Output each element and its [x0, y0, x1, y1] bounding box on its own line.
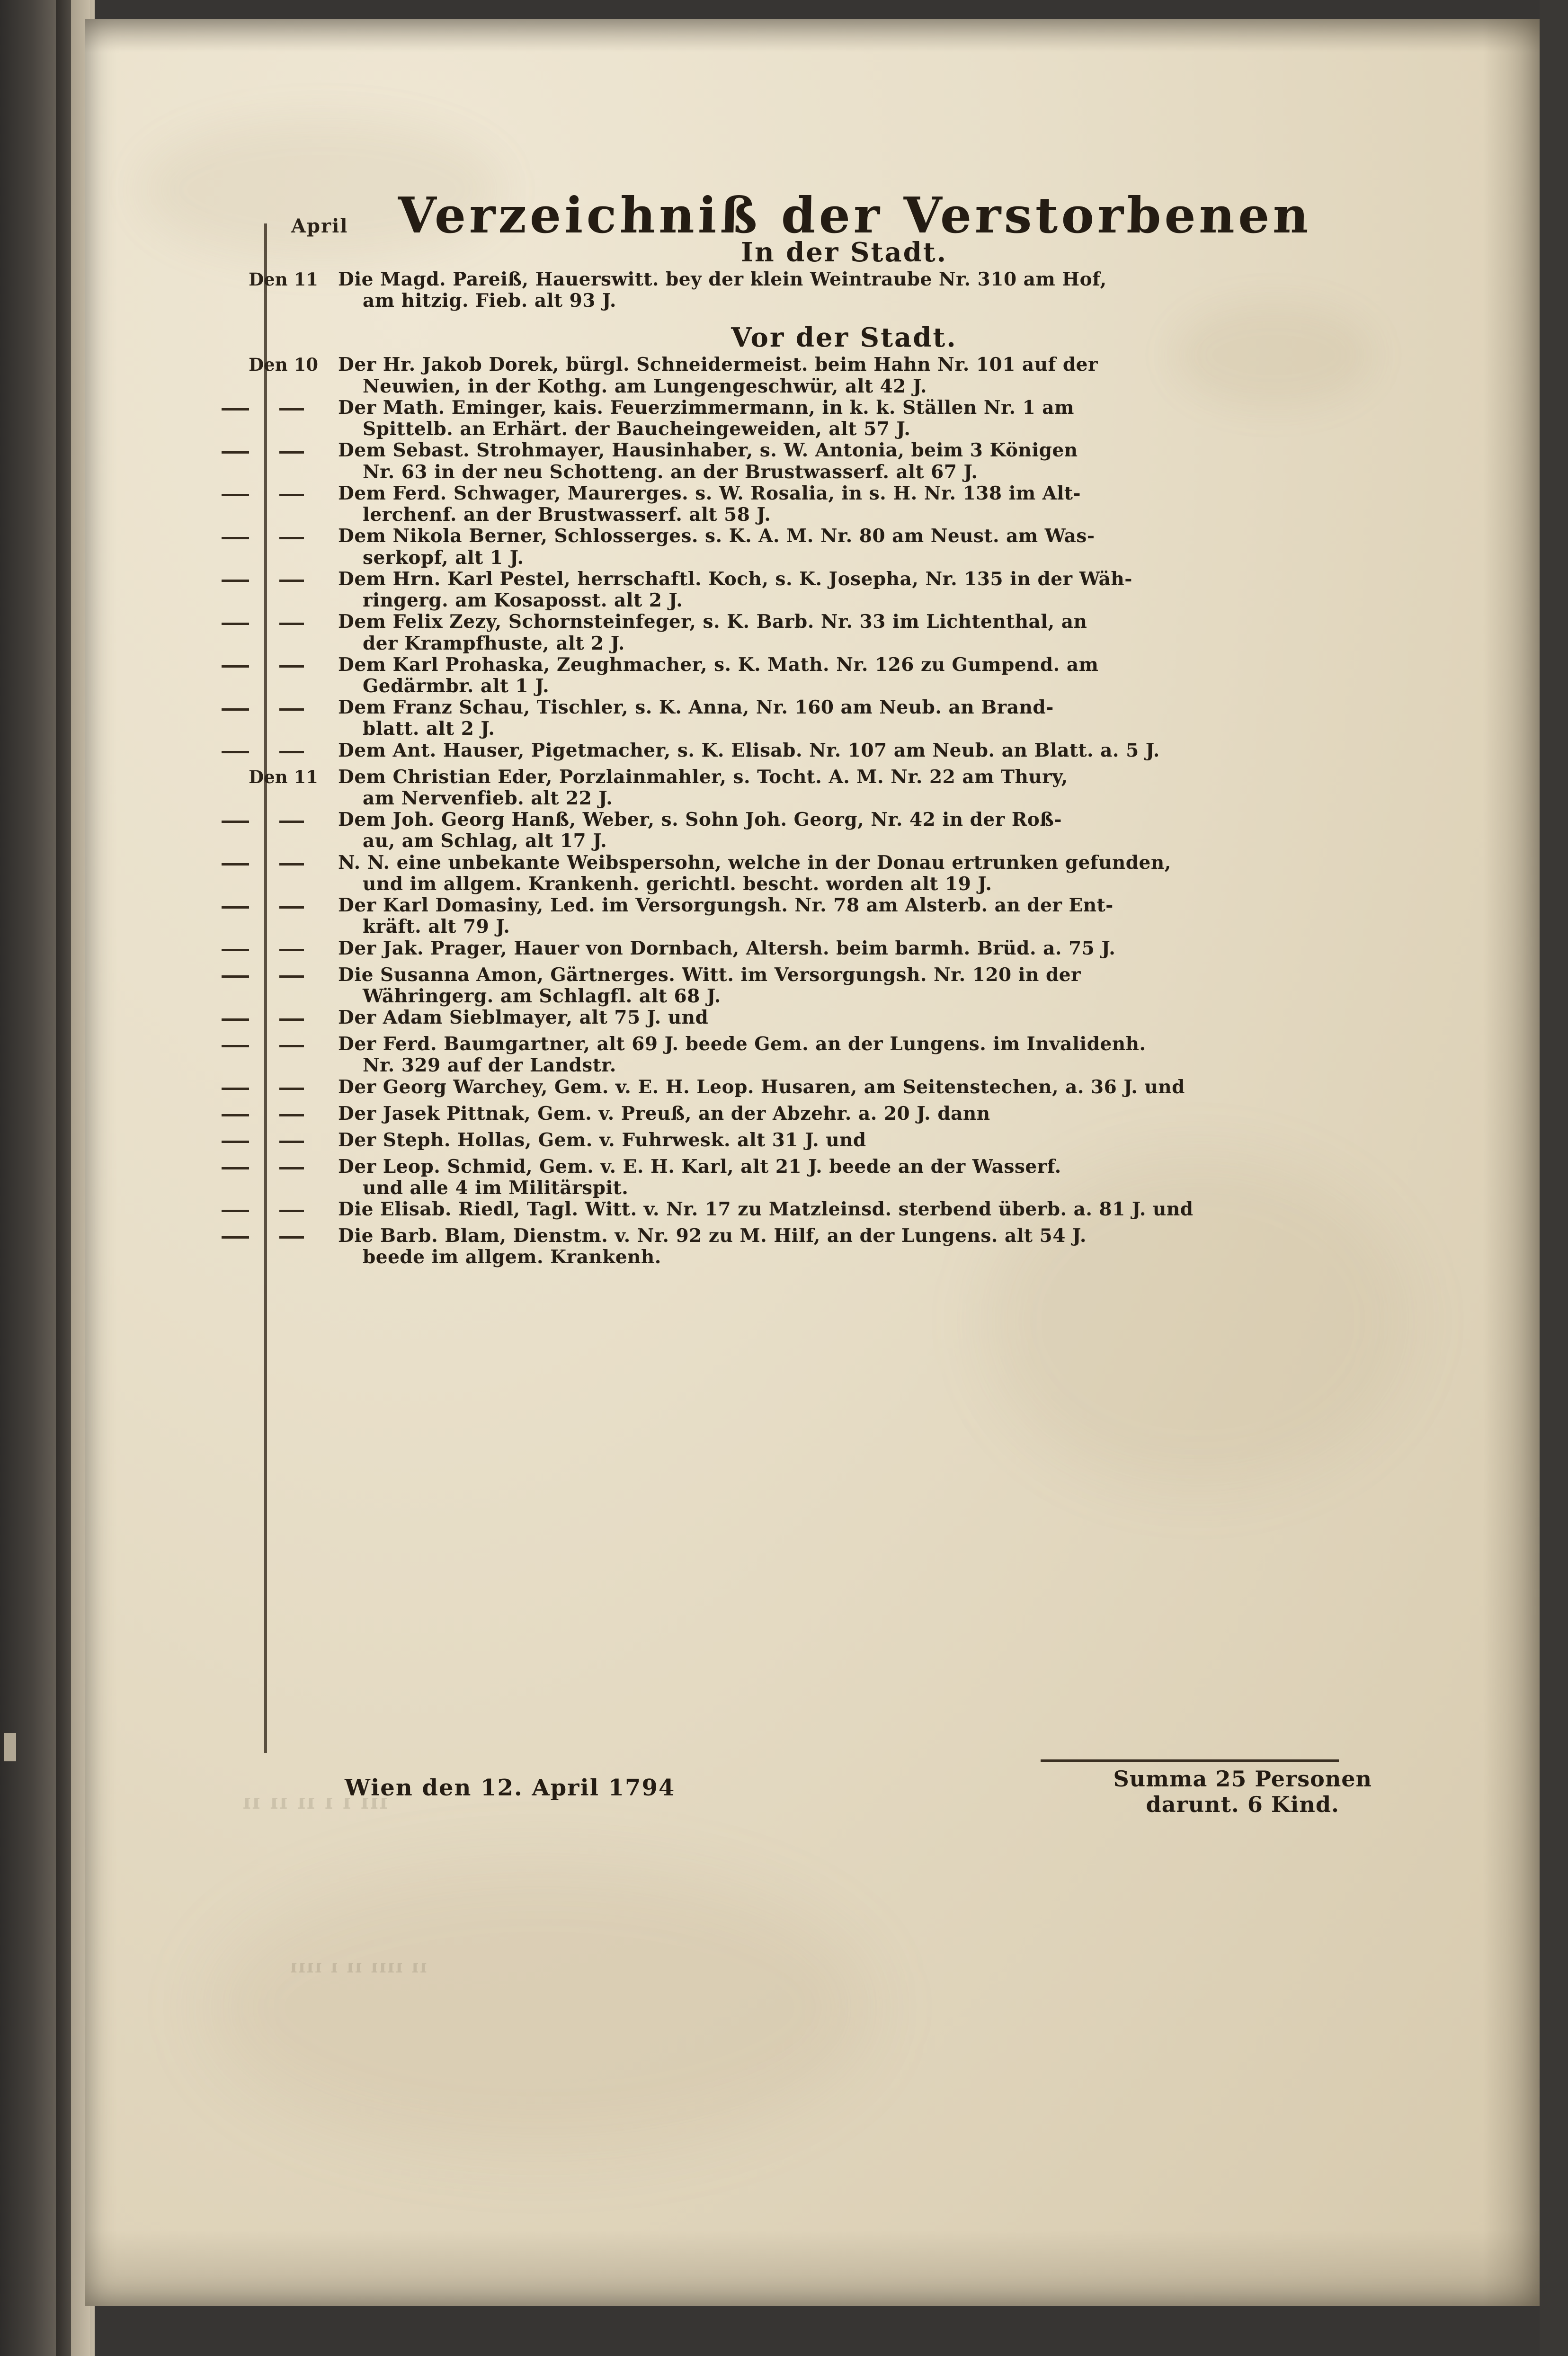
entry-line: Neuwien, in der Kothg. am Lungengeschwür, alt 42 J. [363, 375, 927, 397]
entry-date-ditto [208, 397, 326, 419]
entry-line: Dem Ferd. Schwager, Maurerges. s. W. Rosalia, in s. H. Nr. 138 im Alt- [338, 482, 1081, 504]
footer-summary [1114, 1766, 1372, 1818]
entry-date-ditto [208, 611, 326, 633]
entry-row [269, 654, 1419, 697]
entry-text [338, 964, 1419, 1007]
entry-text [338, 397, 1419, 440]
showthrough-ghost-text: ıı ıııı ıı ı ıııı [289, 1955, 427, 1977]
entry-line: Der Jak. Prager, Hauer von Dornbach, Altersh. beim barmh. Brüd. a. 75 J. [338, 937, 1116, 959]
document-page [85, 19, 1540, 2306]
entry-row [269, 569, 1419, 611]
entry-text [338, 740, 1419, 761]
page-right-shading [1483, 19, 1540, 2306]
entry-row [269, 1077, 1419, 1103]
entry-text [338, 1130, 1419, 1151]
entry-line: der Krampfhuste, alt 2 J. [363, 632, 625, 654]
entry-date-ditto [208, 526, 326, 547]
entry-row [249, 268, 1419, 312]
entry-line: Dem Sebast. Strohmayer, Hausinhaber, s. W. Antonia, beim 3 Königen [338, 439, 1078, 462]
entry-date: Den 10 [249, 354, 318, 375]
entry-row [269, 1199, 1419, 1225]
paper-stain [208, 1865, 871, 2150]
entry-text [338, 809, 1419, 852]
entry-row [269, 611, 1419, 654]
entry-text [338, 269, 1419, 312]
entry-line: Dem Christian Eder, Porzlainmahler, s. Tocht. A. M. Nr. 22 am Thury, [338, 766, 1068, 788]
entry-row [269, 397, 1419, 440]
entry-line: Dem Felix Zezy, Schornsteinfeger, s. K. Barb. Nr. 33 im Lichtenthal, an [338, 611, 1087, 633]
entry-date-ditto [208, 697, 326, 719]
entry-row [269, 938, 1419, 964]
entry-line: au, am Schlag, alt 17 J. [363, 830, 607, 852]
entry-text [338, 895, 1419, 937]
entries-column [249, 235, 1419, 1268]
entry-line: kräft. alt 79 J. [363, 916, 510, 938]
entry-date-ditto [208, 1034, 326, 1055]
entry-line: Der Adam Sieblmayer, alt 75 J. und [338, 1007, 709, 1029]
entry-date-ditto [208, 1130, 326, 1151]
section-heading-in-der-stadt: In der Stadt. [740, 237, 948, 268]
section-heading-vor-der-stadt: Vor der Stadt. [731, 322, 957, 354]
entry-text [338, 1199, 1419, 1220]
entry-line: Dem Nikola Berner, Schlosserges. s. K. A. M. Nr. 80 am Neust. am Was- [338, 525, 1095, 547]
entry-date-ditto [208, 1199, 326, 1221]
entry-line: Die Barb. Blam, Dienstm. v. Nr. 92 zu M. Hilf, an der Lungens. alt 54 J. [338, 1224, 1087, 1247]
entry-line: Der Leop. Schmid, Gem. v. E. H. Karl, alt 21 J. beede an der Wasserf. [338, 1155, 1061, 1178]
entry-line: Nr. 63 in der neu Schotteng. an der Brustwasserf. alt 67 J. [363, 461, 978, 483]
page-top-shading [85, 19, 1540, 52]
summary-rule [1041, 1759, 1339, 1762]
page-title: Verzeichniß der Verstorbenen [397, 186, 1313, 244]
entry-row [269, 1156, 1419, 1199]
entry-line: am Nervenfieb. alt 22 J. [363, 787, 613, 809]
entry-date-ditto [208, 1103, 326, 1125]
entry-line: serkopf, alt 1 J. [363, 546, 524, 569]
entry-date-ditto [208, 938, 326, 960]
entry-line: Die Elisab. Riedl, Tagl. Witt. v. Nr. 17 zu Matzleinsd. sterbend überb. a. 81 J. und [338, 1198, 1194, 1220]
entry-row [269, 1007, 1419, 1034]
entry-row [249, 766, 1419, 809]
entry-text [338, 654, 1419, 697]
summary-line-children: darunt. 6 Kind. [1146, 1792, 1340, 1818]
month-label: April [291, 215, 348, 237]
entry-date-ditto [208, 740, 326, 762]
entry-row [269, 852, 1419, 895]
entry-line: Dem Ant. Hauser, Pigetmacher, s. K. Elisab. Nr. 107 am Neub. an Blatt. a. 5 J. [338, 739, 1160, 761]
entry-text [338, 697, 1419, 740]
page-bottom-shading [85, 2230, 1540, 2306]
entry-line: Dem Hrn. Karl Pestel, herrschaftl. Koch, s. K. Josepha, Nr. 135 in der Wäh- [338, 568, 1132, 590]
entry-date: Den 11 [249, 269, 318, 290]
entry-line: Der Karl Domasiny, Led. im Versorgungsh. Nr. 78 am Alsterb. an der Ent- [338, 894, 1114, 917]
entry-text [338, 767, 1419, 809]
entry-text [338, 1034, 1419, 1076]
entry-text [338, 354, 1419, 397]
entry-line: Spittelb. an Erhärt. der Baucheingeweiden, alt 57 J. [363, 418, 911, 440]
entry-text [338, 526, 1419, 568]
entry-date-ditto [208, 964, 326, 986]
entry-row [249, 354, 1419, 397]
entry-text [338, 852, 1419, 895]
entry-text [338, 1077, 1419, 1098]
entry-line: Die Magd. Pareiß, Hauerswitt. bey der klein Weintraube Nr. 310 am Hof, [338, 268, 1107, 290]
page-edge-mark [4, 1733, 16, 1761]
entry-line: Der Hr. Jakob Dorek, bürgl. Schneidermeist. beim Hahn Nr. 101 auf der [338, 354, 1098, 376]
entry-date-ditto [208, 1225, 326, 1247]
entry-date-ditto [208, 852, 326, 874]
entry-text [338, 1103, 1419, 1124]
showthrough-ghost-text: ııı ı ı ıı ıı ıı [241, 1790, 388, 1814]
entry-text [338, 611, 1419, 654]
entry-text [338, 938, 1419, 959]
entry-text [338, 1007, 1419, 1028]
entry-line: Der Jasek Pittnak, Gem. v. Preuß, an der Abzehr. a. 20 J. dann [338, 1102, 990, 1124]
entry-text [338, 1156, 1419, 1199]
entry-line: und im allgem. Krankenh. gerichtl. bescht. worden alt 19 J. [363, 873, 992, 895]
entry-line: am hitzig. Fieb. alt 93 J. [363, 290, 616, 312]
entry-line: Nr. 329 auf der Landstr. [363, 1054, 616, 1077]
entry-date-ditto [208, 809, 326, 831]
entry-date: Den 11 [249, 766, 318, 787]
entry-date-ditto [208, 440, 326, 462]
entry-date-ditto [208, 895, 326, 917]
entry-row [269, 809, 1419, 852]
entry-line: Der Georg Warchey, Gem. v. E. H. Leop. Husaren, am Seitenstechen, a. 36 J. und [338, 1076, 1185, 1098]
entry-date-ditto [208, 1077, 326, 1098]
entry-row [269, 440, 1419, 482]
entry-line: N. N. eine unbekante Weibspersohn, welche in der Donau ertrunken gefunden, [338, 851, 1171, 874]
entry-line: Der Steph. Hollas, Gem. v. Fuhrwesk. alt 31 J. und [338, 1129, 866, 1151]
entry-row [269, 895, 1419, 937]
entry-text [338, 1225, 1419, 1268]
entry-date-ditto [208, 1156, 326, 1178]
entry-row [269, 964, 1419, 1007]
entry-text [338, 569, 1419, 611]
entry-row [269, 1103, 1419, 1130]
entry-row [269, 1130, 1419, 1156]
entry-row [269, 1034, 1419, 1076]
entry-text [338, 440, 1419, 482]
scanner-bed-right [1540, 0, 1568, 2356]
entry-line: Der Math. Eminger, kais. Feuerzimmermann, in k. k. Ställen Nr. 1 am [338, 396, 1074, 419]
entry-line: Die Susanna Amon, Gärtnerges. Witt. im Versorgungsh. Nr. 120 in der [338, 964, 1081, 986]
entry-line: blatt. alt 2 J. [363, 718, 495, 740]
entry-line: Dem Joh. Georg Hanß, Weber, s. Sohn Joh. Georg, Nr. 42 in der Roß- [338, 809, 1062, 831]
entry-line: Der Ferd. Baumgartner, alt 69 J. beede Gem. an der Lungens. im Invalidenh. [338, 1033, 1146, 1055]
entry-line: Dem Karl Prohaska, Zeughmacher, s. K. Math. Nr. 126 zu Gumpend. am [338, 653, 1099, 676]
entry-line: Währingerg. am Schlagfl. alt 68 J. [363, 985, 721, 1007]
entry-line: ringerg. am Kosaposst. alt 2 J. [363, 589, 683, 612]
entry-row [269, 526, 1419, 568]
entry-text [338, 483, 1419, 526]
footer-place-date: Wien den 12. April 1794 [345, 1775, 676, 1801]
entry-line: Gedärmbr. alt 1 J. [363, 675, 550, 697]
entry-row [269, 1225, 1419, 1268]
entry-line: Dem Franz Schau, Tischler, s. K. Anna, Nr. 160 am Neub. an Brand- [338, 696, 1054, 719]
entry-row [269, 483, 1419, 526]
entry-date-ditto [208, 569, 326, 590]
entry-row [269, 740, 1419, 767]
entry-date-ditto [208, 1007, 326, 1029]
entry-line: und alle 4 im Militärspit. [363, 1177, 629, 1199]
entry-line: beede im allgem. Krankenh. [363, 1246, 661, 1268]
entry-row [269, 697, 1419, 740]
entry-date-ditto [208, 654, 326, 676]
entry-date-ditto [208, 483, 326, 505]
summary-line-total: Summa 25 Personen [1113, 1766, 1372, 1792]
entry-line: lerchenf. an der Brustwasserf. alt 58 J. [363, 504, 771, 526]
